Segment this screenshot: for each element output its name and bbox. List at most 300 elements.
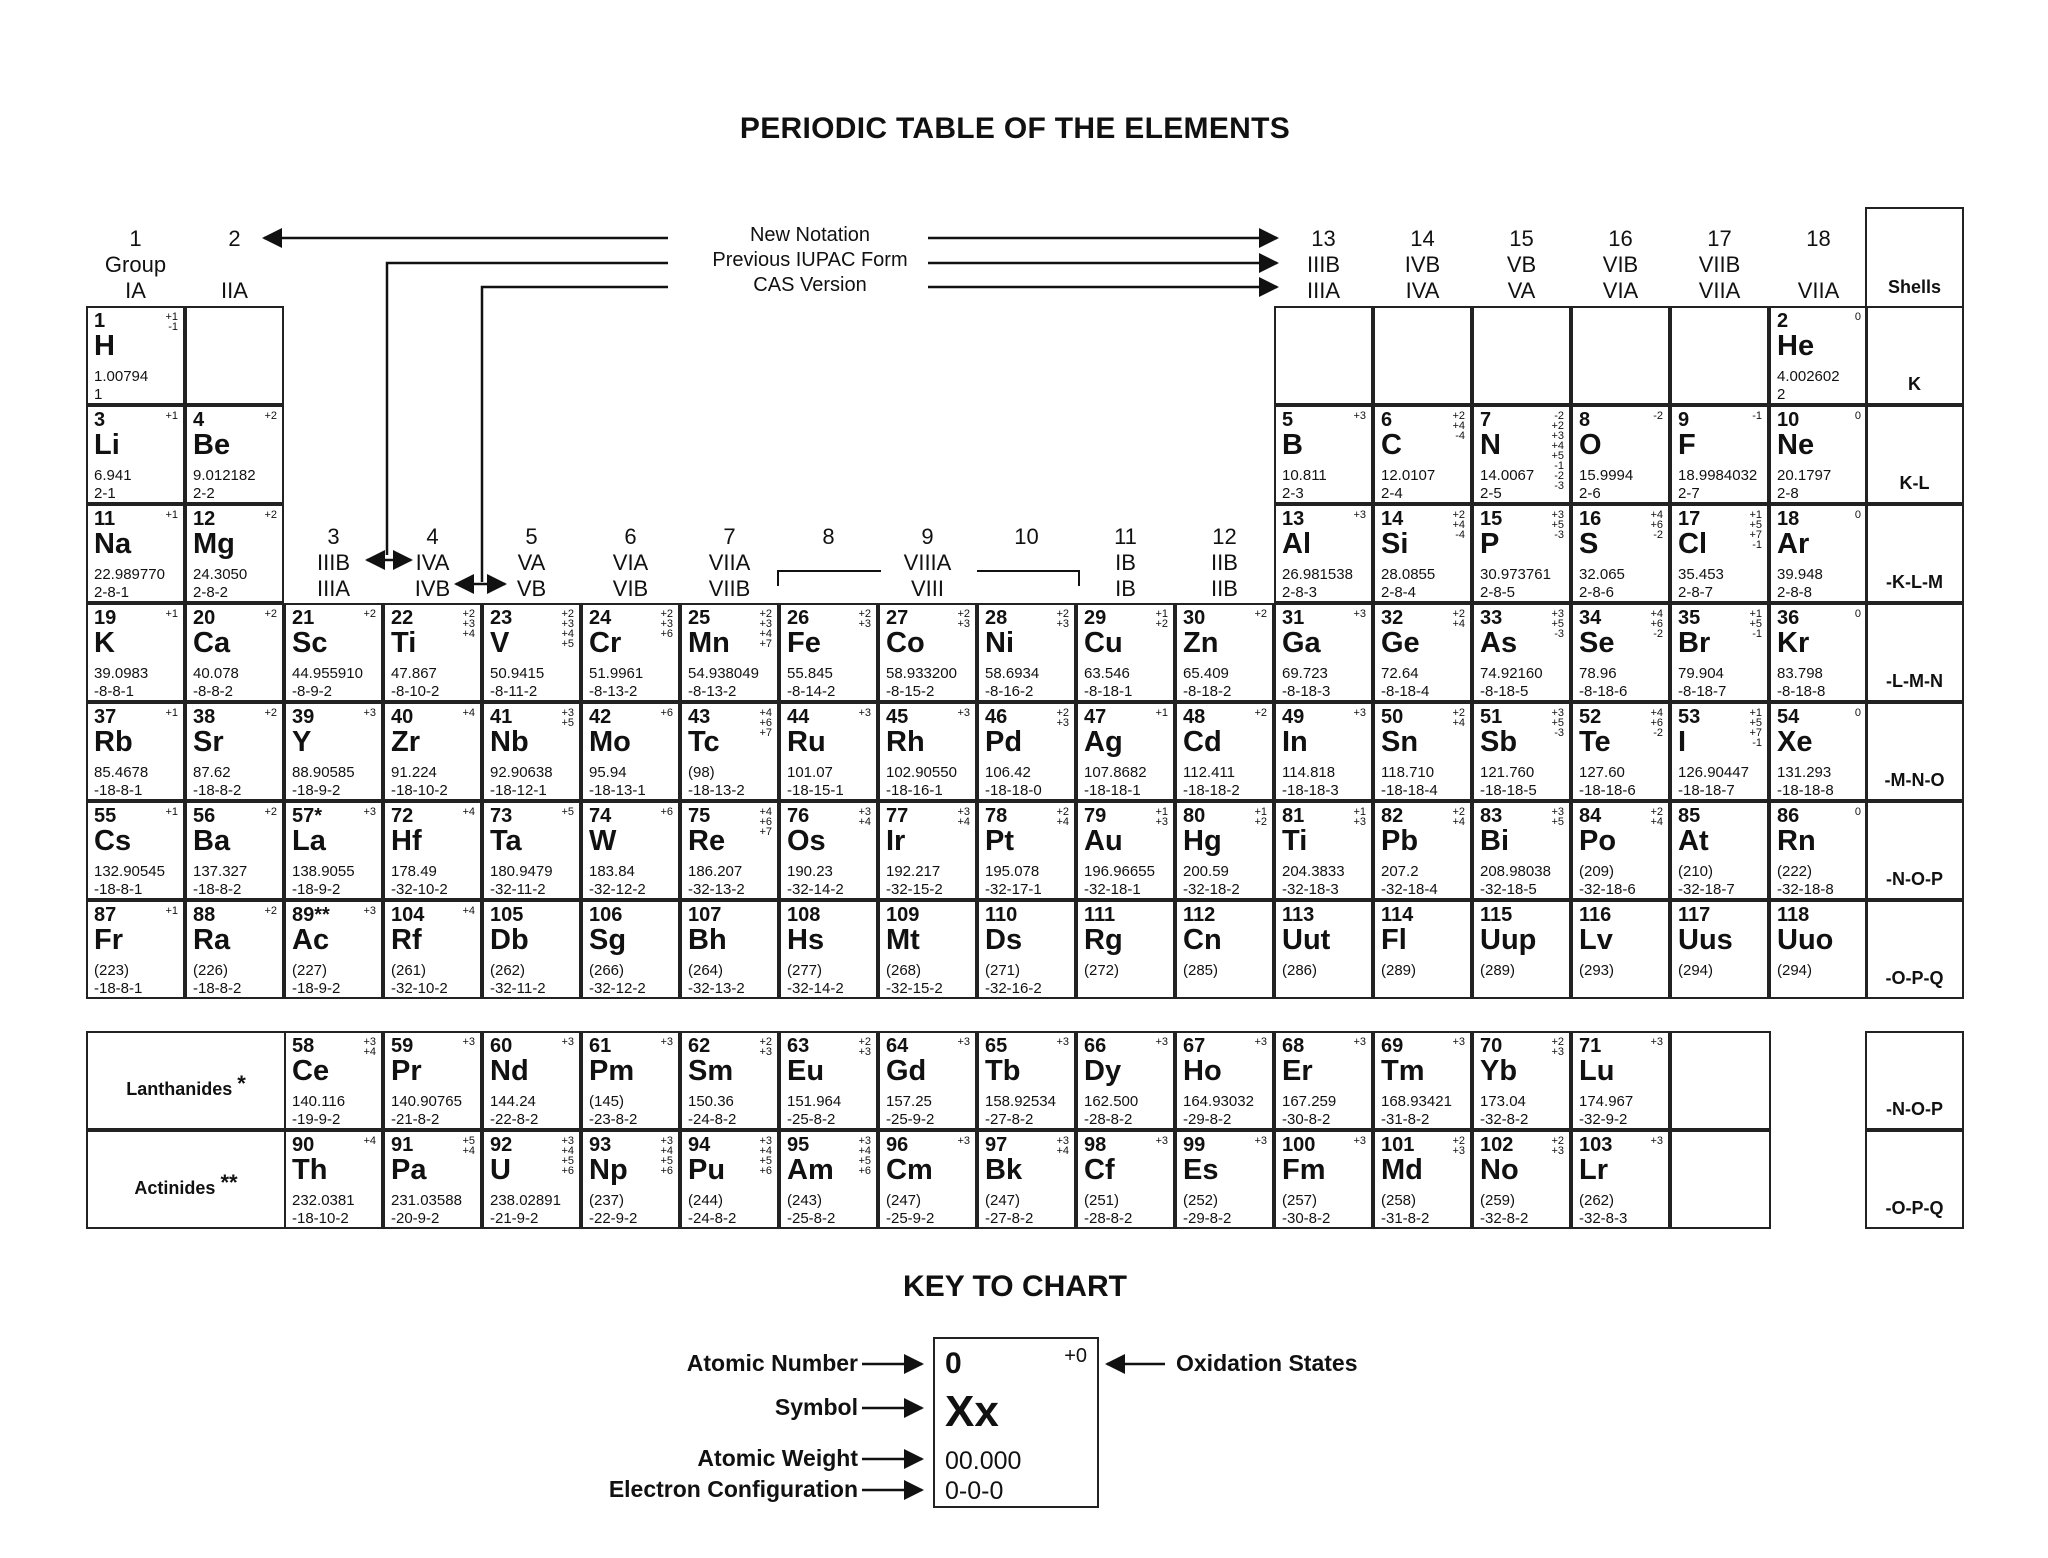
atomic-number: 106 xyxy=(589,904,623,926)
atomic-number: 5 xyxy=(1282,409,1294,431)
oxidation-state: +4 xyxy=(462,707,475,719)
electron-configuration: -22-8-2 xyxy=(490,1111,539,1128)
new-notation-label: New Notation xyxy=(749,224,871,246)
oxidation-state: +6 xyxy=(858,1165,871,1177)
element-symbol: Rf xyxy=(391,924,422,956)
oxidation-state: +4 xyxy=(363,1135,376,1147)
shell-label: K-L xyxy=(1899,473,1930,493)
atomic-number: 100 xyxy=(1282,1134,1316,1156)
atomic-weight: 18.9984032 xyxy=(1678,467,1758,484)
element-symbol: Hs xyxy=(787,924,825,956)
oxidation-state: +7 xyxy=(759,727,772,739)
atomic-weight: 200.59 xyxy=(1183,863,1229,880)
atomic-weight: (145) xyxy=(589,1093,625,1110)
atomic-number: 33 xyxy=(1480,607,1503,629)
atomic-number: 84 xyxy=(1579,805,1602,827)
oxidation-state: +3 xyxy=(1056,1036,1069,1048)
oxidation-state: +3 xyxy=(1155,816,1168,828)
atomic-number: 94 xyxy=(688,1134,711,1156)
electron-configuration: -24-8-2 xyxy=(688,1111,737,1128)
atomic-weight: (210) xyxy=(1678,863,1714,880)
oxidation-state: +4 xyxy=(759,707,772,719)
atomic-weight: 164.93032 xyxy=(1183,1093,1254,1110)
key-label-oxidation: Oxidation States xyxy=(1176,1350,1358,1376)
atomic-number: 115 xyxy=(1480,904,1513,926)
atomic-weight: 72.64 xyxy=(1381,665,1419,682)
atomic-number: 71 xyxy=(1579,1035,1602,1057)
atomic-weight: (223) xyxy=(94,962,130,979)
atomic-weight: (244) xyxy=(688,1192,724,1209)
oxidation-state: +1 xyxy=(1353,806,1366,818)
key-sample-symbol: Xx xyxy=(945,1387,999,1436)
oxidation-state: +3 xyxy=(1353,707,1366,719)
group-new-label: 9 xyxy=(921,524,934,549)
electron-configuration: -18-18-3 xyxy=(1282,782,1339,799)
element-symbol: U xyxy=(490,1154,511,1186)
oxidation-state: +1 xyxy=(1749,509,1762,521)
oxidation-state: +3 xyxy=(363,1036,376,1048)
atomic-number: 72 xyxy=(391,805,414,827)
element-symbol: Au xyxy=(1084,825,1123,857)
element-symbol: Bk xyxy=(985,1154,1023,1186)
group-cas-label: IIIA xyxy=(316,576,350,601)
element-symbol: Cr xyxy=(589,627,622,659)
element-symbol: Nb xyxy=(490,726,529,758)
oxidation-state: +2 xyxy=(1254,816,1267,828)
oxidation-state: +3 xyxy=(1056,717,1069,729)
atomic-weight: 151.964 xyxy=(787,1093,842,1110)
atomic-weight: (262) xyxy=(1579,1192,1615,1209)
shell-label: -M-N-O xyxy=(1884,770,1945,790)
atomic-weight: (262) xyxy=(490,962,526,979)
element-symbol: S xyxy=(1579,528,1599,560)
electron-configuration: -18-18-2 xyxy=(1183,782,1240,799)
element-symbol: Sn xyxy=(1381,726,1419,758)
oxidation-state: +2 xyxy=(462,608,475,620)
electron-configuration: -8-15-2 xyxy=(886,683,935,700)
group-cas-label: VIA xyxy=(1602,278,1639,303)
atomic-number: 101 xyxy=(1381,1134,1415,1156)
atomic-number: 46 xyxy=(985,706,1008,728)
element-symbol: Dy xyxy=(1084,1055,1122,1087)
oxidation-state: +6 xyxy=(759,717,772,729)
oxidation-state: +7 xyxy=(759,826,772,838)
oxidation-state: +2 xyxy=(1452,1135,1465,1147)
oxidation-state: +7 xyxy=(1749,529,1762,541)
electron-configuration: 2-8-4 xyxy=(1381,584,1417,601)
oxidation-state: +6 xyxy=(759,1165,772,1177)
oxidation-state: 0 xyxy=(1854,608,1861,620)
atomic-weight: 140.90765 xyxy=(391,1093,462,1110)
oxidation-state: +1 xyxy=(165,707,178,719)
element-symbol: Y xyxy=(292,726,312,758)
element-symbol: Hg xyxy=(1183,825,1222,857)
atomic-number: 37 xyxy=(94,706,117,728)
atomic-number: 16 xyxy=(1579,508,1602,530)
viii-bracket-left xyxy=(778,571,881,586)
oxidation-state: +1 xyxy=(1155,806,1168,818)
shell-label: -O-P-Q xyxy=(1885,1198,1944,1218)
electron-configuration: -31-8-2 xyxy=(1381,1210,1430,1227)
element-symbol: Zn xyxy=(1183,627,1219,659)
element-symbol: Uuo xyxy=(1777,924,1834,956)
oxidation-state: +3 xyxy=(660,1135,673,1147)
element-symbol: Bi xyxy=(1480,825,1509,857)
oxidation-state: +5 xyxy=(561,717,574,729)
oxidation-state: +3 xyxy=(1551,1046,1564,1058)
oxidation-state: +4 xyxy=(462,628,475,640)
element-symbol: I xyxy=(1678,726,1687,758)
element-symbol: Ag xyxy=(1084,726,1123,758)
element-symbol: Ba xyxy=(193,825,231,857)
atomic-weight: 9.012182 xyxy=(193,467,256,484)
atomic-number: 19 xyxy=(94,607,117,629)
atomic-weight: (266) xyxy=(589,962,625,979)
oxidation-state: 0 xyxy=(1854,707,1861,719)
oxidation-state: +4 xyxy=(1452,420,1465,432)
oxidation-state: +3 xyxy=(1452,1145,1465,1157)
oxidation-state: +2 xyxy=(1452,806,1465,818)
atomic-number: 69 xyxy=(1381,1035,1404,1057)
element-symbol: Ac xyxy=(292,924,330,956)
electron-configuration: -32-18-8 xyxy=(1777,881,1834,898)
electron-configuration: -22-9-2 xyxy=(589,1210,638,1227)
oxidation-state: 0 xyxy=(1854,806,1861,818)
atomic-weight: 78.96 xyxy=(1579,665,1617,682)
atomic-weight: (294) xyxy=(1777,962,1813,979)
element-symbol: Rg xyxy=(1084,924,1123,956)
atomic-number: 48 xyxy=(1183,706,1206,728)
atomic-weight: (264) xyxy=(688,962,724,979)
atomic-weight: 186.207 xyxy=(688,863,743,880)
atomic-number: 21 xyxy=(292,607,315,629)
group-iupac-label: IIB xyxy=(1211,550,1238,575)
electron-configuration: 2-2 xyxy=(193,485,215,502)
group-cas-label: VIB xyxy=(612,576,649,601)
oxidation-state: -3 xyxy=(1554,480,1564,492)
oxidation-state: +4 xyxy=(462,905,475,917)
element-symbol: Np xyxy=(589,1154,628,1186)
atomic-weight: 173.04 xyxy=(1480,1093,1526,1110)
element-symbol: Pa xyxy=(391,1154,427,1186)
atomic-number: 60 xyxy=(490,1035,513,1057)
atomic-number: 45 xyxy=(886,706,909,728)
atomic-number: 59 xyxy=(391,1035,414,1057)
atomic-weight: 69.723 xyxy=(1282,665,1328,682)
element-symbol: Fm xyxy=(1282,1154,1326,1186)
oxidation-state: +4 xyxy=(660,1145,673,1157)
electron-configuration: -24-8-2 xyxy=(688,1210,737,1227)
electron-configuration: -18-8-1 xyxy=(94,782,143,799)
atomic-number: 82 xyxy=(1381,805,1404,827)
element-symbol: Ce xyxy=(292,1055,330,1087)
element-symbol: Sr xyxy=(193,726,224,758)
electron-configuration: -18-8-1 xyxy=(94,980,143,997)
oxidation-state: +3 xyxy=(957,1135,970,1147)
oxidation-state: -2 xyxy=(1653,529,1663,541)
element-symbol: O xyxy=(1579,429,1602,461)
atomic-weight: 79.904 xyxy=(1678,665,1724,682)
atomic-number: 30 xyxy=(1183,607,1206,629)
atomic-number: 96 xyxy=(886,1134,909,1156)
atomic-weight: (271) xyxy=(985,962,1021,979)
element-symbol: Cu xyxy=(1084,627,1123,659)
oxidation-state: +4 xyxy=(1650,707,1663,719)
atomic-weight: 63.546 xyxy=(1084,665,1130,682)
element-symbol: At xyxy=(1678,825,1709,857)
oxidation-state: +2 xyxy=(561,608,574,620)
atomic-number: 98 xyxy=(1084,1134,1107,1156)
oxidation-state: +2 xyxy=(1254,608,1267,620)
element-symbol: Eu xyxy=(787,1055,825,1087)
oxidation-state: +2 xyxy=(957,608,970,620)
oxidation-state: -3 xyxy=(1554,529,1564,541)
atomic-number: 92 xyxy=(490,1134,513,1156)
element-symbol: K xyxy=(94,627,115,659)
element-symbol: Zr xyxy=(391,726,420,758)
electron-configuration: -29-8-2 xyxy=(1183,1111,1232,1128)
atomic-number: 116 xyxy=(1579,904,1612,926)
element-symbol: B xyxy=(1282,429,1303,461)
atomic-weight: (226) xyxy=(193,962,229,979)
atomic-weight: 95.94 xyxy=(589,764,627,781)
element-symbol: Pt xyxy=(985,825,1014,857)
element-symbol: Uus xyxy=(1678,924,1733,956)
element-symbol: Cn xyxy=(1183,924,1222,956)
oxidation-state: +3 xyxy=(957,618,970,630)
atomic-weight: 114.818 xyxy=(1282,764,1336,781)
atomic-number: 24 xyxy=(589,607,612,629)
shell-label: -N-O-P xyxy=(1886,869,1943,889)
key-label-atomic-number: Atomic Number xyxy=(686,1350,858,1376)
atomic-weight: 126.90447 xyxy=(1678,764,1749,781)
group-iupac-label: IB xyxy=(1115,550,1136,575)
element-symbol: Mo xyxy=(589,726,631,758)
oxidation-state: +6 xyxy=(660,628,673,640)
group-cas-label: VIIB xyxy=(708,576,751,601)
element-symbol: F xyxy=(1678,429,1696,461)
oxidation-state: +6 xyxy=(1650,618,1663,630)
element-symbol: Ra xyxy=(193,924,231,956)
electron-configuration: 2-1 xyxy=(94,485,116,502)
atomic-number: 58 xyxy=(292,1035,315,1057)
element-symbol: Gd xyxy=(886,1055,927,1087)
atomic-weight: 58.933200 xyxy=(886,665,957,682)
group-cas-label: VIII xyxy=(910,576,944,601)
electron-configuration: -8-13-2 xyxy=(589,683,638,700)
element-symbol: Mg xyxy=(193,528,235,560)
element-symbol: Ge xyxy=(1381,627,1420,659)
group-iupac-label: VB xyxy=(1506,252,1537,277)
atomic-number: 26 xyxy=(787,607,810,629)
atomic-number: 103 xyxy=(1579,1134,1613,1156)
element-symbol: Ti xyxy=(1282,825,1308,857)
element-symbol: He xyxy=(1777,330,1815,362)
oxidation-state: +7 xyxy=(759,638,772,650)
atomic-weight: (247) xyxy=(985,1192,1021,1209)
atomic-weight: 102.90550 xyxy=(886,764,957,781)
oxidation-state: +6 xyxy=(660,707,673,719)
oxidation-state: +3 xyxy=(858,1046,871,1058)
element-symbol: Ir xyxy=(886,825,906,857)
element-symbol: Si xyxy=(1381,528,1409,560)
oxidation-state: +4 xyxy=(759,628,772,640)
oxidation-state: +2 xyxy=(1452,410,1465,422)
element-symbol: Ga xyxy=(1282,627,1321,659)
atomic-number: 23 xyxy=(490,607,513,629)
atomic-weight: 231.03588 xyxy=(391,1192,462,1209)
electron-configuration: 2-6 xyxy=(1579,485,1601,502)
group-cas-label: IA xyxy=(125,278,146,303)
oxidation-state: +3 xyxy=(759,618,772,630)
oxidation-state: +5 xyxy=(858,1155,871,1167)
atomic-number: 67 xyxy=(1183,1035,1206,1057)
atomic-number: 14 xyxy=(1381,508,1404,530)
atomic-weight: 1.00794 xyxy=(94,368,149,385)
shells-header-label: Shells xyxy=(1887,277,1942,297)
oxidation-state: +1 xyxy=(1254,806,1267,818)
atomic-number: 52 xyxy=(1579,706,1602,728)
atomic-number: 22 xyxy=(391,607,414,629)
oxidation-state: +6 xyxy=(660,1165,673,1177)
oxidation-state: +2 xyxy=(264,509,277,521)
oxidation-state: +1 xyxy=(165,311,178,323)
electron-configuration: -18-8-2 xyxy=(193,881,242,898)
element-symbol: Es xyxy=(1183,1154,1219,1186)
group-new-label: 10 xyxy=(1014,524,1039,549)
atomic-weight: 192.217 xyxy=(886,863,941,880)
electron-configuration: -8-13-2 xyxy=(688,683,737,700)
oxidation-state: +3 xyxy=(759,1135,772,1147)
electron-configuration: -32-9-2 xyxy=(1579,1111,1628,1128)
atomic-number: 111 xyxy=(1084,904,1116,926)
atomic-number: 43 xyxy=(688,706,711,728)
atomic-number: 77 xyxy=(886,805,909,827)
element-symbol: Os xyxy=(787,825,826,857)
atomic-number: 110 xyxy=(985,904,1018,926)
electron-configuration: -18-18-8 xyxy=(1777,782,1834,799)
electron-configuration: -8-9-2 xyxy=(292,683,333,700)
atomic-weight: (227) xyxy=(292,962,328,979)
oxidation-state: +4 xyxy=(363,1046,376,1058)
oxidation-state: +2 xyxy=(1056,608,1069,620)
atomic-weight: 137.327 xyxy=(193,863,248,880)
atomic-weight: 6.941 xyxy=(94,467,132,484)
oxidation-state: +4 xyxy=(858,1145,871,1157)
element-symbol: La xyxy=(292,825,326,857)
electron-configuration: -32-18-2 xyxy=(1183,881,1240,898)
atomic-number: 89** xyxy=(292,904,330,926)
element-symbol: Tm xyxy=(1381,1055,1425,1087)
atomic-weight: 39.948 xyxy=(1777,566,1823,583)
atomic-weight: 30.973761 xyxy=(1480,566,1551,583)
oxidation-state: +2 xyxy=(1254,707,1267,719)
element-symbol: Te xyxy=(1579,726,1611,758)
electron-configuration: -18-10-2 xyxy=(292,1210,349,1227)
oxidation-state: +1 xyxy=(165,509,178,521)
element-symbol: Mn xyxy=(688,627,730,659)
electron-configuration: -8-14-2 xyxy=(787,683,836,700)
atomic-number: 62 xyxy=(688,1035,711,1057)
oxidation-state: +4 xyxy=(1452,816,1465,828)
group-new-label: 6 xyxy=(624,524,637,549)
atomic-weight: 121.760 xyxy=(1480,764,1535,781)
element-symbol: Xe xyxy=(1777,726,1813,758)
atomic-number: 61 xyxy=(589,1035,612,1057)
oxidation-state: -2 xyxy=(1554,470,1564,482)
atomic-weight: 39.0983 xyxy=(94,665,149,682)
electron-configuration: -27-8-2 xyxy=(985,1210,1034,1227)
atomic-number: 105 xyxy=(490,904,524,926)
atomic-weight: 162.500 xyxy=(1084,1093,1139,1110)
electron-configuration: -18-8-2 xyxy=(193,980,242,997)
atomic-weight: 196.96655 xyxy=(1084,863,1155,880)
electron-configuration: -18-8-1 xyxy=(94,881,143,898)
oxidation-state: +3 xyxy=(858,806,871,818)
electron-configuration: -28-8-2 xyxy=(1084,1210,1133,1227)
oxidation-state: -2 xyxy=(1554,410,1564,422)
oxidation-state: +2 xyxy=(264,707,277,719)
atomic-number: 41 xyxy=(490,706,513,728)
group-new-label: 12 xyxy=(1212,524,1237,549)
atomic-weight: 58.6934 xyxy=(985,665,1040,682)
electron-configuration: -18-18-6 xyxy=(1579,782,1636,799)
atomic-number: 99 xyxy=(1183,1134,1206,1156)
oxidation-state: +3 xyxy=(1353,1135,1366,1147)
group-new-label: 13 xyxy=(1311,226,1336,251)
electron-configuration: -8-18-4 xyxy=(1381,683,1430,700)
oxidation-state: +2 xyxy=(1650,806,1663,818)
iupac-notation-label: Previous IUPAC Form xyxy=(712,249,908,271)
key-label-symbol: Symbol xyxy=(774,1394,858,1420)
oxidation-state: +2 xyxy=(1155,618,1168,630)
oxidation-state: +3 xyxy=(759,1046,772,1058)
atomic-weight: (289) xyxy=(1480,962,1516,979)
electron-configuration: -8-16-2 xyxy=(985,683,1034,700)
element-symbol: Ru xyxy=(787,726,826,758)
page-title: PERIODIC TABLE OF THE ELEMENTS xyxy=(739,112,1291,145)
element-symbol: Co xyxy=(886,627,925,659)
atomic-number: 6 xyxy=(1381,409,1393,431)
atomic-number: 113 xyxy=(1282,904,1315,926)
electron-configuration: -28-8-2 xyxy=(1084,1111,1133,1128)
oxidation-state: +4 xyxy=(759,806,772,818)
electron-configuration: 2-8-6 xyxy=(1579,584,1615,601)
atomic-number: 28 xyxy=(985,607,1008,629)
element-symbol: Pr xyxy=(391,1055,422,1087)
oxidation-state: +2 xyxy=(1056,806,1069,818)
electron-configuration: -32-18-6 xyxy=(1579,881,1636,898)
oxidation-state: +5 xyxy=(1551,816,1564,828)
electron-configuration: -18-15-1 xyxy=(787,782,844,799)
atomic-number: 42 xyxy=(589,706,612,728)
electron-configuration: -8-18-5 xyxy=(1480,683,1529,700)
group-iupac-label: VIB xyxy=(1602,252,1639,277)
oxidation-state: +4 xyxy=(1056,816,1069,828)
atomic-weight: 168.93421 xyxy=(1381,1093,1452,1110)
oxidation-state: +3 xyxy=(1353,410,1366,422)
atomic-number: 91 xyxy=(391,1134,414,1156)
atomic-weight: 144.24 xyxy=(490,1093,536,1110)
element-symbol: Se xyxy=(1579,627,1615,659)
electron-configuration: -8-10-2 xyxy=(391,683,440,700)
electron-configuration: -32-18-4 xyxy=(1381,881,1438,898)
element-symbol: Pd xyxy=(985,726,1023,758)
atomic-weight: 138.9055 xyxy=(292,863,355,880)
atomic-weight: (237) xyxy=(589,1192,625,1209)
atomic-number: 34 xyxy=(1579,607,1602,629)
key-sample-number: 0 xyxy=(945,1347,962,1380)
